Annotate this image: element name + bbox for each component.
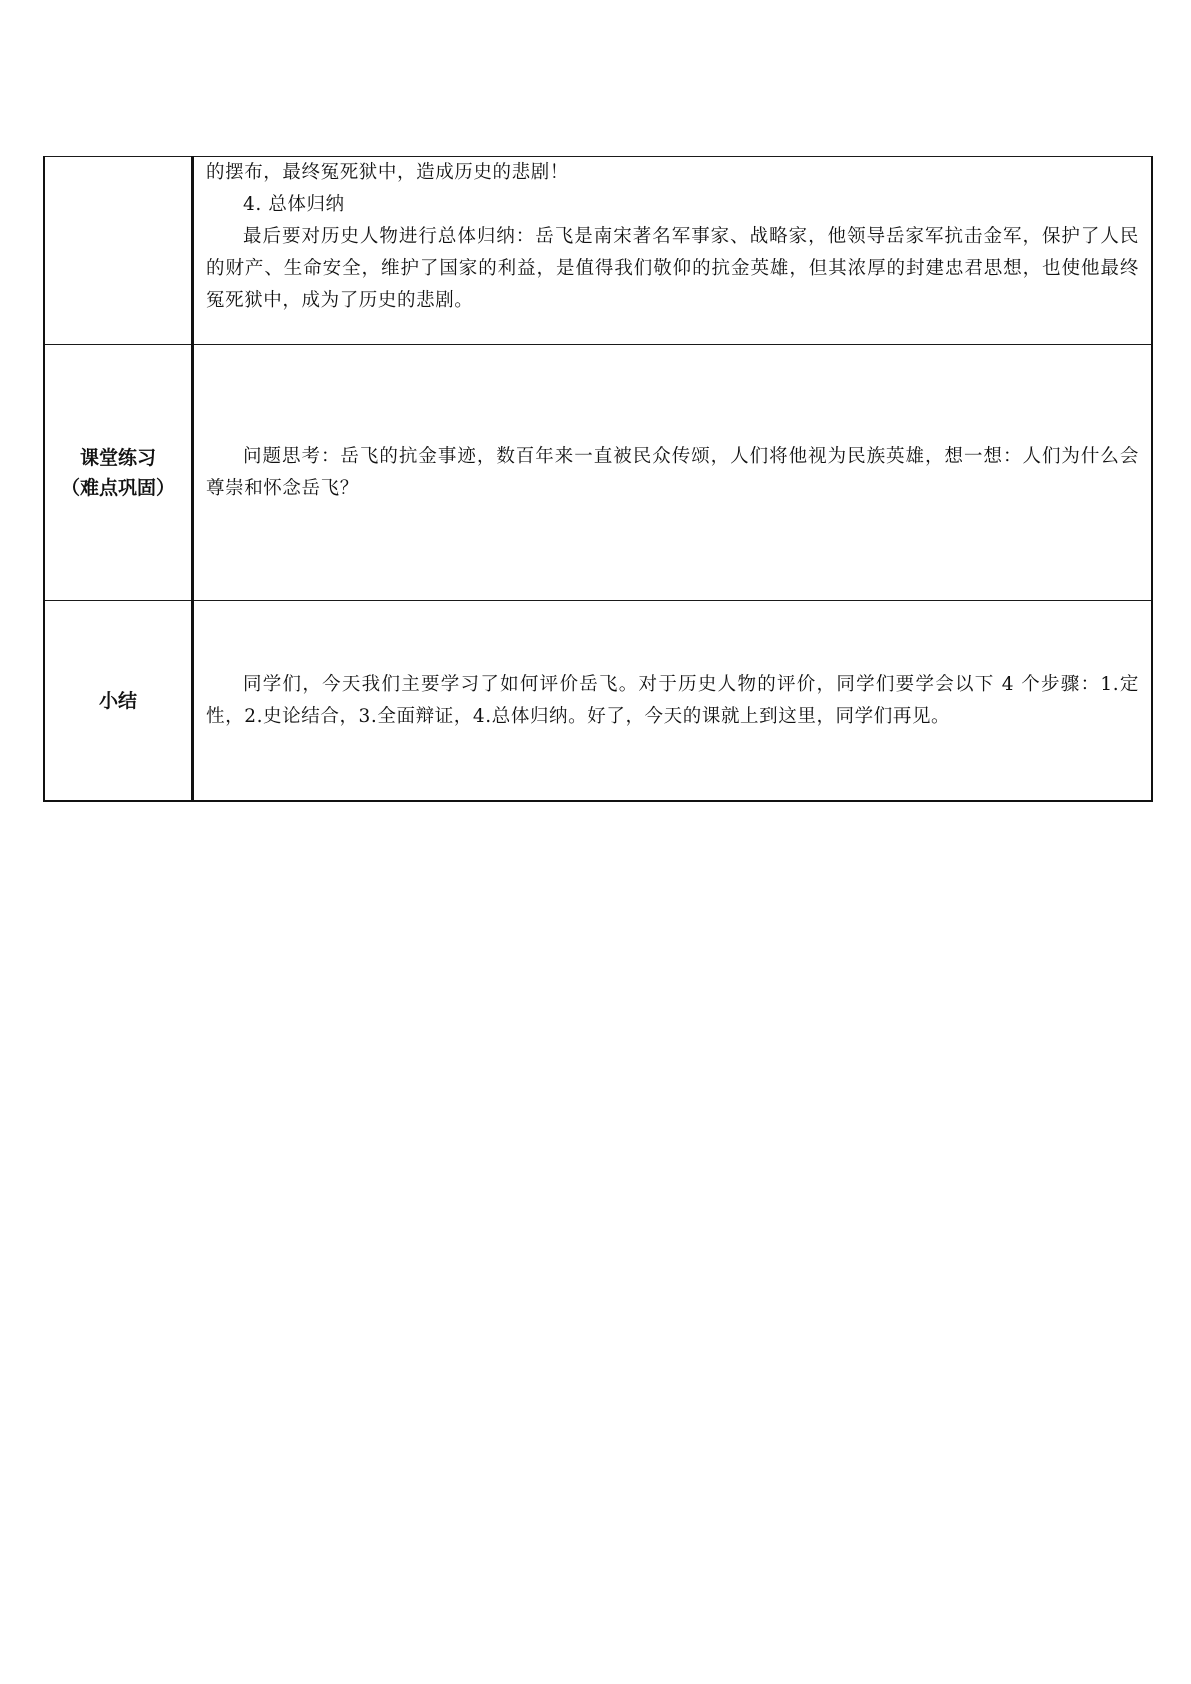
label-line: （难点巩固） <box>60 476 175 499</box>
table-row <box>44 345 1152 601</box>
row-label-empty <box>44 157 193 345</box>
paragraph-summary: 最后要对历史人物进行总体归纳：岳飞是南宋著名军事家、战略家，他领导岳家军抗击金军，保护了人民的财产、生命安全，维护了国家的利益，是值得我们敬仰的抗金英雄，但其浓厚的封建忠君思想，也使他最终冤死狱中，成为了历史的悲剧。 <box>206 226 1139 311</box>
row-content <box>193 345 1153 601</box>
row-label-summary: 小结 <box>44 601 193 802</box>
row-content <box>193 601 1153 802</box>
row-label-classroom-practice <box>44 345 193 601</box>
lesson-plan-table <box>43 156 1153 802</box>
table-row <box>44 157 1152 345</box>
paragraph-continuation: 的摆布，最终冤死狱中，造成历史的悲剧！ <box>206 162 569 183</box>
row-content <box>193 157 1153 345</box>
table-row <box>44 601 1152 802</box>
summary-text: 同学们，今天我们主要学习了如何评价岳飞。对于历史人物的评价，同学们要学会以下 4 个步骤：1.定性，2.史论结合，3.全面辩证，4.总体归纳。好了，今天的课就上到这里，同学们再见。 <box>206 673 1139 727</box>
question-text: 问题思考：岳飞的抗金事迹，数百年来一直被民众传颂，人们将他视为民族英雄，想一想：人们为什么会尊崇和怀念岳飞？ <box>206 445 1139 499</box>
section-heading: 4. 总体归纳 <box>243 194 345 215</box>
label-line: 课堂练习 <box>79 446 156 469</box>
